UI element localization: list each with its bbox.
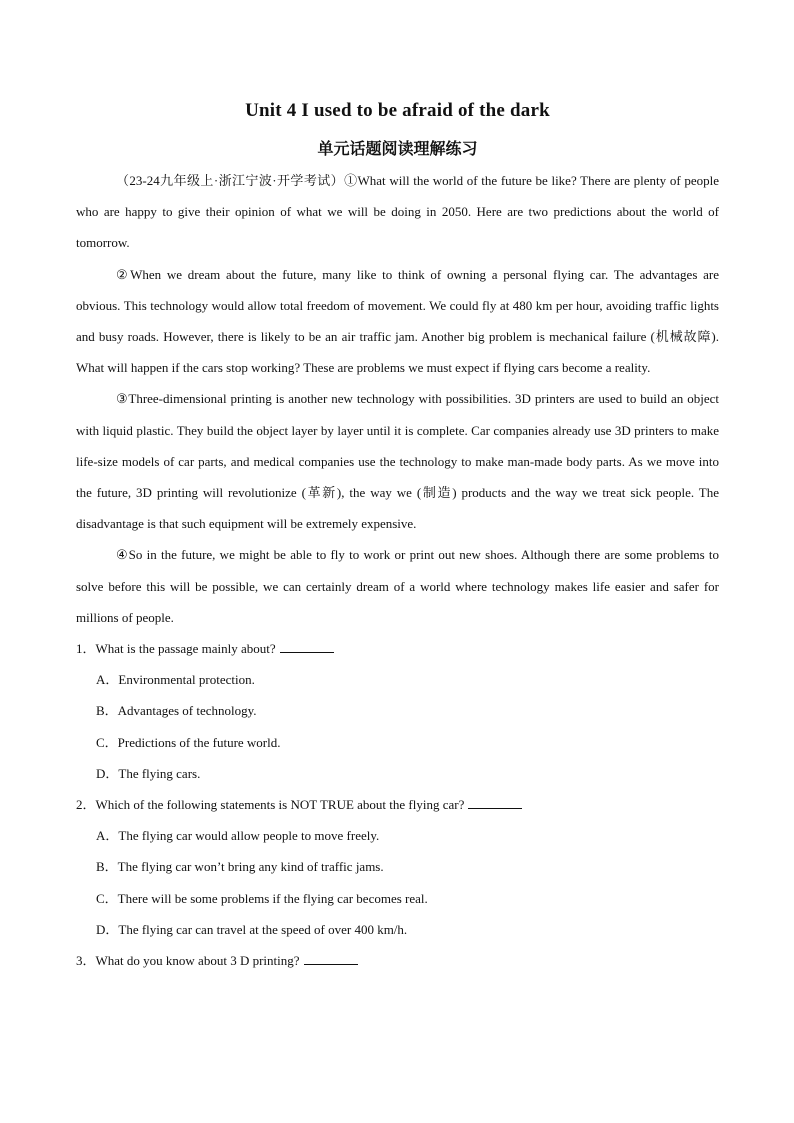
option-c [96,727,719,758]
paragraph-3: ③Three-dimensional printing is another new technology with possibilities. 3D printers are used to build an object with liquid plastic. They build the object layer by layer until it is complete. Car companies already use 3D printers to make life-size models of car parts, and medical companies use the technology to make man-made body parts. As we move into the future, 3D printing will revolutionize (革新), the way we (制造) products and the way we treat sick people. The disadvantage is that such equipment will be extremely expensive. [76,391,719,532]
option-letter: D． [96,921,119,937]
option-b [96,851,719,882]
option-letter: A． [96,828,119,844]
option-a [96,820,719,851]
option-a [96,664,719,695]
option-b [96,695,719,726]
document-page [76,100,719,976]
question-number: 2． [76,797,96,813]
question-1 [76,633,719,789]
option-letter: A． [96,672,119,688]
question-text: Which of the following statements is NOT TRUE about the flying car? [95,797,465,813]
question-text: What do you know about 3 D printing? [95,953,300,969]
option-d [96,758,719,789]
paragraph-4: ④So in the future, we might be able to fly to work or print out new shoes. Although there are some problems to solve before this will be possible, we can certainly dream of a world where technology makes life easier and safer for millions of people. [76,547,719,625]
option-text: There will be some problems if the flying car becomes real. [117,890,428,906]
option-text: The flying car won’t bring any kind of traffic jams. [117,859,384,875]
source-note: （23-24九年级上·浙江宁波·开学考试） [116,173,345,188]
option-text: Advantages of technology. [117,703,257,719]
paragraph-2: ②When we dream about the future, many like to think of owning a personal flying car. The advantages are obvious. This technology would allow total freedom of movement. We could fly at 480 km per hour, avoiding traffic lights and busy roads. However, there is likely to be an air traffic jam. Another big problem is mechanical failure (机械故障). What will happen if the cars stop working? These are problems we must expect if flying cars become a reality. [76,266,719,376]
answer-blank[interactable] [468,798,522,809]
question-stem [76,789,719,820]
paragraph-text: ①What will the world of the future be like? There are plenty of people who are happy to give their opinion of what we will be doing in 2050. Here are two predictions about the world of tomorrow. [76,173,719,251]
question-stem [76,945,719,976]
question-number: 1． [76,641,96,657]
page-title: Unit 4 I used to be afraid of the dark [245,100,550,121]
option-letter: B． [96,859,118,875]
answer-blank[interactable] [304,954,358,965]
option-letter: C． [96,734,118,750]
option-c [96,883,719,914]
question-3 [76,945,719,976]
option-text: Predictions of the future world. [117,734,281,750]
paragraph-1 [76,165,719,259]
answer-blank[interactable] [280,642,334,653]
question-text: What is the passage mainly about? [95,641,276,657]
page-subtitle: 单元话题阅读理解练习 [317,139,478,158]
option-text: The flying car can travel at the speed of over 400 km/h. [118,921,408,937]
option-letter: B． [96,703,118,719]
option-letter: C． [96,890,118,906]
question-stem [76,633,719,664]
option-letter: D． [96,765,119,781]
option-d [96,914,719,945]
option-text: The flying cars. [118,765,201,781]
question-number: 3． [76,953,96,969]
option-text: Environmental protection. [118,672,255,688]
option-text: The flying car would allow people to move freely. [118,828,380,844]
question-2 [76,789,719,945]
